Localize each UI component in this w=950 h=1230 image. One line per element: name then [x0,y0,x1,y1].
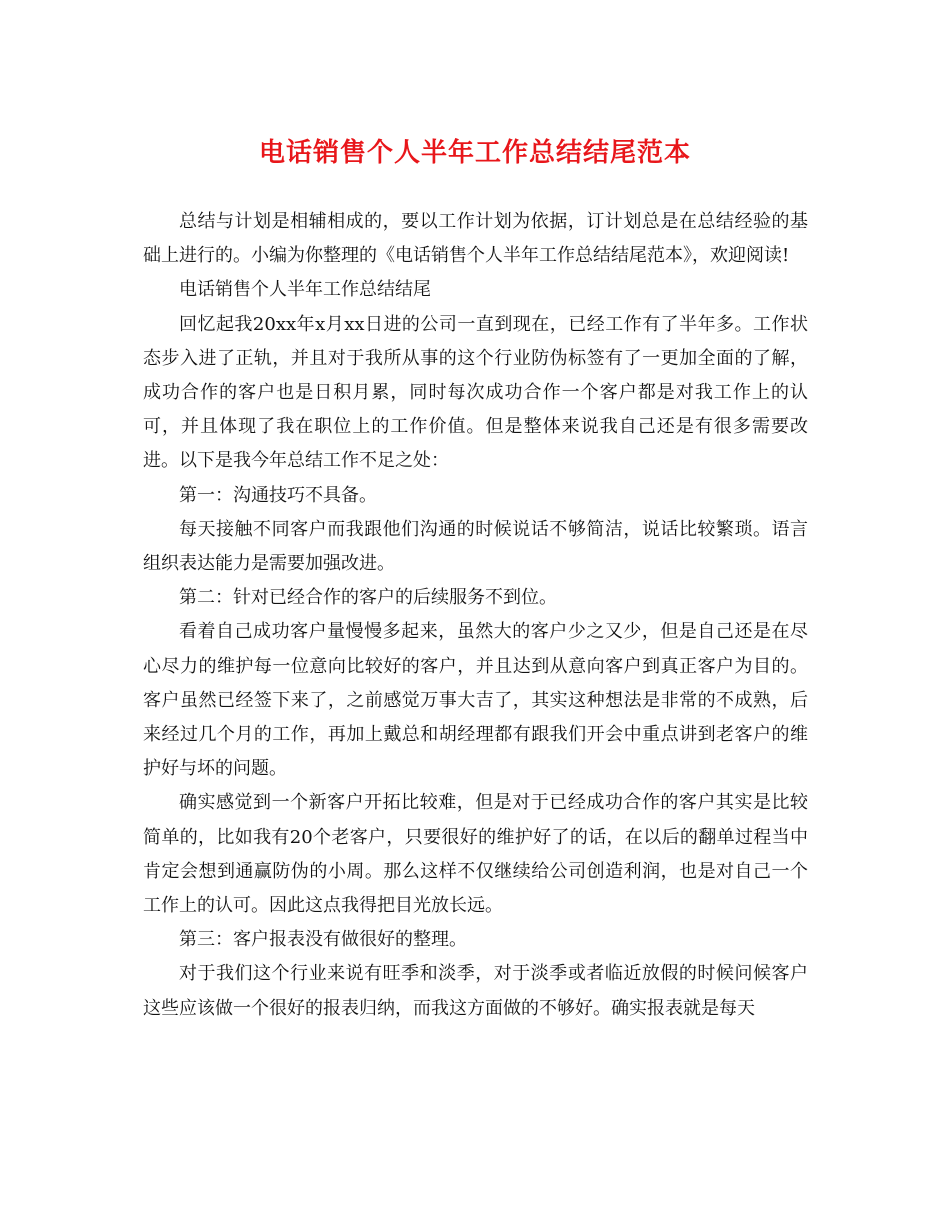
paragraph-subheading: 电话销售个人半年工作总结结尾 [179,279,431,301]
paragraph-recall: 回忆起我20xx年x月xx日进的公司一直到现在，已经工作有了半年多。工作状态步入进了正轨，并且对于我所从事的这个行业防伪标签有了一更加全面的了解，成功合作的客户也是日积月累，同时每次成功合作一个客户都是对我工作上的认可，并且体现了我在职位上的工作价值。但是整体来说我自己还是有很多需要改进。以下是我今年总结工作不足之处： [143,313,808,472]
paragraph-point-three-detail: 对于我们这个行业来说有旺季和淡季，对于淡季或者临近放假的时候问候客户这些应该做一个很好的报表归纳，而我这方面做的不够好。确实报表就是每天 [143,963,808,1019]
document-title: 电话销售个人半年工作总结结尾范本 [258,138,691,168]
paragraph-point-one: 第一：沟通技巧不具备。 [179,484,377,506]
paragraph-point-three: 第三：客户报表没有做很好的整理。 [179,929,467,951]
paragraph-intro: 总结与计划是相辅相成的，要以工作计划为依据，订计划总是在总结经验的基础上进行的。小编为你整理的《电话销售个人半年工作总结结尾范本》，欢迎阅读! [143,211,808,267]
document-body [143,205,808,1026]
paragraph-point-two-detail: 看着自己成功客户量慢慢多起来，虽然大的客户少之又少，但是自己还是在尽心尽力的维护每一位意向比较好的客户，并且达到从意向客户到真正客户为目的。客户虽然已经签下来了，之前感觉万事大吉了，其实这种想法是非常的不成熟，后来经过几个月的工作，再加上戴总和胡经理都有跟我们开会中重点讲到老客户的维护好与坏的问题。 [143,621,808,780]
paragraph-new-customers: 确实感觉到一个新客户开拓比较难，但是对于已经成功合作的客户其实是比较简单的，比如我有20个老客户，只要很好的维护好了的话，在以后的翻单过程当中肯定会想到通赢防伪的小周。那么这样不仅继续给公司创造利润，也是对自己一个工作上的认可。因此这点我得把目光放长远。 [143,792,808,917]
paragraph-point-two: 第二：针对已经合作的客户的后续服务不到位。 [179,587,557,609]
paragraph-point-one-detail: 每天接触不同客户而我跟他们沟通的时候说话不够简洁，说话比较繁琐。语言组织表达能力是需要加强改进。 [143,518,808,575]
